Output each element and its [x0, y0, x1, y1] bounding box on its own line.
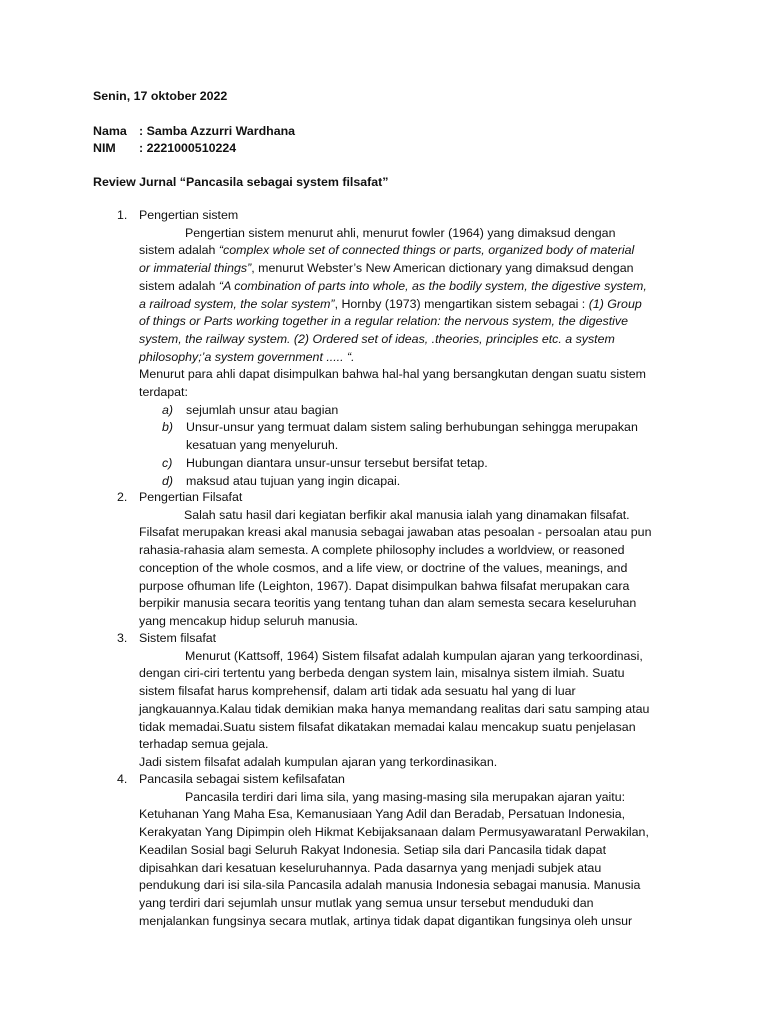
paragraph-line: [139, 331, 615, 349]
paragraph-line: [185, 789, 625, 807]
text-run: Pengertian sistem menurut ahli, menurut fowler (1964) yang dimaksud dengan: [185, 225, 616, 240]
list-item-text: Unsur-unsur yang termuat dalam sistem saling berhubungan sehingga merupakan: [186, 420, 638, 435]
text-run: purpose ofhuman life (Leighton, 1967). Dapat disimpulkan bahwa filsafat merupakan cara: [139, 578, 630, 593]
text-run: menjalankan fungsinya secara mutlak, artinya tidak dapat digantikan fungsinya oleh unsur: [139, 913, 633, 928]
italic-text-run: “complex whole set of connected things or parts, organized body of material: [218, 243, 635, 258]
text-run: Filsafat merupakan kreasi akal manusia sebagai jawaban atas pesoalan - persoalan atau pun: [139, 525, 652, 540]
paragraph-line: [185, 648, 643, 666]
list-marker: a): [162, 402, 174, 417]
italic-text-run: of things or Parts working together in a regular relation: the nervous system, the digestive: [139, 314, 628, 329]
list-marker: d): [162, 473, 174, 488]
paragraph-line: [139, 701, 649, 719]
section-heading: Sistem filsafat: [139, 631, 217, 645]
paragraph-line: [139, 242, 634, 260]
section-number: 3.: [117, 631, 128, 645]
paragraph-line: [139, 578, 629, 596]
text-run: terdapat:: [139, 385, 188, 399]
text-run: rahasia-rahasia alam semesta. A complete philosophy includes a worldview, or reasoned: [139, 543, 625, 558]
italic-text-run: a railroad system, the solar system”: [139, 296, 335, 311]
section-number: 4.: [117, 772, 128, 786]
paragraph-line: [139, 384, 188, 402]
paragraph-line: [139, 842, 606, 860]
section-heading: Pengertian sistem: [139, 208, 239, 222]
paragraph-line: [185, 225, 615, 243]
nim-value: : 2221000510224: [139, 141, 237, 155]
paragraph-line: [139, 877, 640, 895]
paragraph-line: [139, 665, 625, 683]
text-run: jangkauannya.Kalau tidak demikian maka hanya memandang realitas dari satu samping atau: [139, 701, 650, 716]
list-item-text: maksud atau tujuan yang ingin dicapai.: [186, 473, 401, 488]
paragraph-line: [139, 595, 636, 613]
list-item-text: kesatuan yang menyeluruh.: [186, 438, 339, 453]
list-item-text: Hubungan diantara unsur-unsur tersebut bersifat tetap.: [186, 455, 488, 470]
paragraph-line: [139, 824, 649, 842]
text-run: Pancasila terdiri dari lima sila, yang masing-masing sila merupakan ajaran yaitu:: [185, 789, 626, 804]
paragraph-line: [139, 754, 497, 772]
text-run: terhadap semua gejala.: [139, 737, 269, 752]
nama-value: : Samba Azzurri Wardhana: [139, 124, 296, 138]
paragraph-line: [139, 542, 625, 560]
text-run: , menurut Webster’s New American dictionary yang dimaksud dengan: [251, 261, 634, 276]
text-run: sistem adalah: [139, 243, 219, 258]
paragraph-line: [139, 860, 601, 878]
text-run: , Hornby (1973) mengartikan sistem sebagai :: [334, 296, 589, 311]
italic-text-run: system, the railway system. (2) Ordered set of ideas, .theories, principles etc. a system: [139, 331, 615, 346]
text-run: Ketuhanan Yang Maha Esa, Kemanusiaan Yang Adil dan Beradab, Persatuan Indonesia,: [139, 807, 626, 822]
paragraph-line: [139, 613, 358, 631]
italic-text-run: “A combination of parts into whole, as the bodily system, the digestive system,: [218, 278, 647, 293]
document-title: Review Jurnal “Pancasila sebagai system filsafat”: [93, 175, 389, 189]
text-run: yang terdiri dari sejumlah unsur mutlak yang semua unsur tersebut menduduki dan: [139, 895, 594, 910]
italic-text-run: philosophy;’a system government ..... “.: [139, 349, 355, 364]
paragraph-line: [139, 683, 576, 701]
text-run: sistem filsafat harus komprehensif, dalam arti tidak ada sesuatu hal yang di luar: [139, 684, 576, 699]
text-run: tidak memadai.Suatu sistem filsafat dikatakan memadai kalau mencakup suatu penjelasan: [139, 719, 636, 734]
paragraph-line: [139, 296, 642, 314]
section-number: 1.: [117, 208, 128, 222]
paragraph-line: [139, 895, 594, 913]
paragraph-line: [139, 736, 269, 754]
text-run: Menurut para ahli dapat disimpulkan bahwa hal-hal yang bersangkutan dengan suatu sistem: [139, 367, 646, 382]
text-run: Kerakyatan Yang Dipimpin oleh Hikmat Kebijaksanaan dalam Permusyawaratanl Perwakilan,: [139, 825, 649, 840]
text-run: Menurut (Kattsoff, 1964) Sistem filsafat adalah kumpulan ajaran yang terkoordinasi,: [185, 648, 643, 663]
section-number: 2.: [117, 490, 128, 504]
text-run: conception of the whole cosmos, and a life view, or doctrine of the values, meanings, and: [139, 560, 628, 575]
text-run: Salah satu hasil dari kegiatan berfikir akal manusia ialah yang dinamakan filsafat.: [184, 507, 630, 522]
document-date: Senin, 17 oktober 2022: [93, 89, 228, 103]
nim-label: NIM: [93, 141, 116, 155]
text-run: yang mencakup hidup seluruh manusia.: [139, 613, 359, 628]
paragraph-line: [139, 913, 632, 931]
paragraph-line: [139, 806, 625, 824]
text-run: dengan ciri-ciri tertentu yang berbeda dengan system lain, misalnya sistem ilmiah. Suatu: [139, 666, 625, 681]
paragraph-line: [139, 278, 647, 296]
paragraph-line: [184, 507, 630, 525]
text-run: berpikir manusia secara teoritis yang tentang tuhan dan alam semesta secara keseluruhan: [139, 596, 637, 611]
text-run: Keadilan Sosial bagi Seluruh Rakyat Indonesia. Setiap sila dari Pancasila tidak dapat: [139, 842, 607, 857]
italic-text-run: or immaterial things”: [139, 261, 252, 276]
list-marker: c): [162, 455, 173, 470]
text-run: sistem adalah: [139, 278, 219, 293]
list-item-text: sejumlah unsur atau bagian: [186, 402, 339, 417]
section-heading: Pengertian Filsafat: [139, 490, 243, 504]
paragraph-line: [139, 313, 628, 331]
paragraph-line: [139, 260, 634, 278]
italic-text-run: (1) Group: [588, 296, 642, 311]
text-run: dipisahkan dari kesatuan keseluruhannya. Pada dasarnya yang menjadi subjek atau: [139, 860, 602, 875]
nama-label: Nama: [93, 124, 127, 138]
paragraph-line: [139, 366, 646, 384]
paragraph-line: [139, 349, 355, 367]
text-run: pendukung dari isi sila-sila Pancasila adalah manusia Indonesia sebagai manusia. Manusia: [139, 878, 641, 893]
paragraph-line: [139, 524, 651, 542]
paragraph-line: [139, 719, 636, 737]
section-heading: Pancasila sebagai sistem kefilsafatan: [139, 772, 345, 786]
paragraph-line: [139, 560, 627, 578]
list-marker: b): [162, 420, 174, 435]
text-run: Jadi sistem filsafat adalah kumpulan ajaran yang terkordinasikan.: [139, 754, 498, 769]
